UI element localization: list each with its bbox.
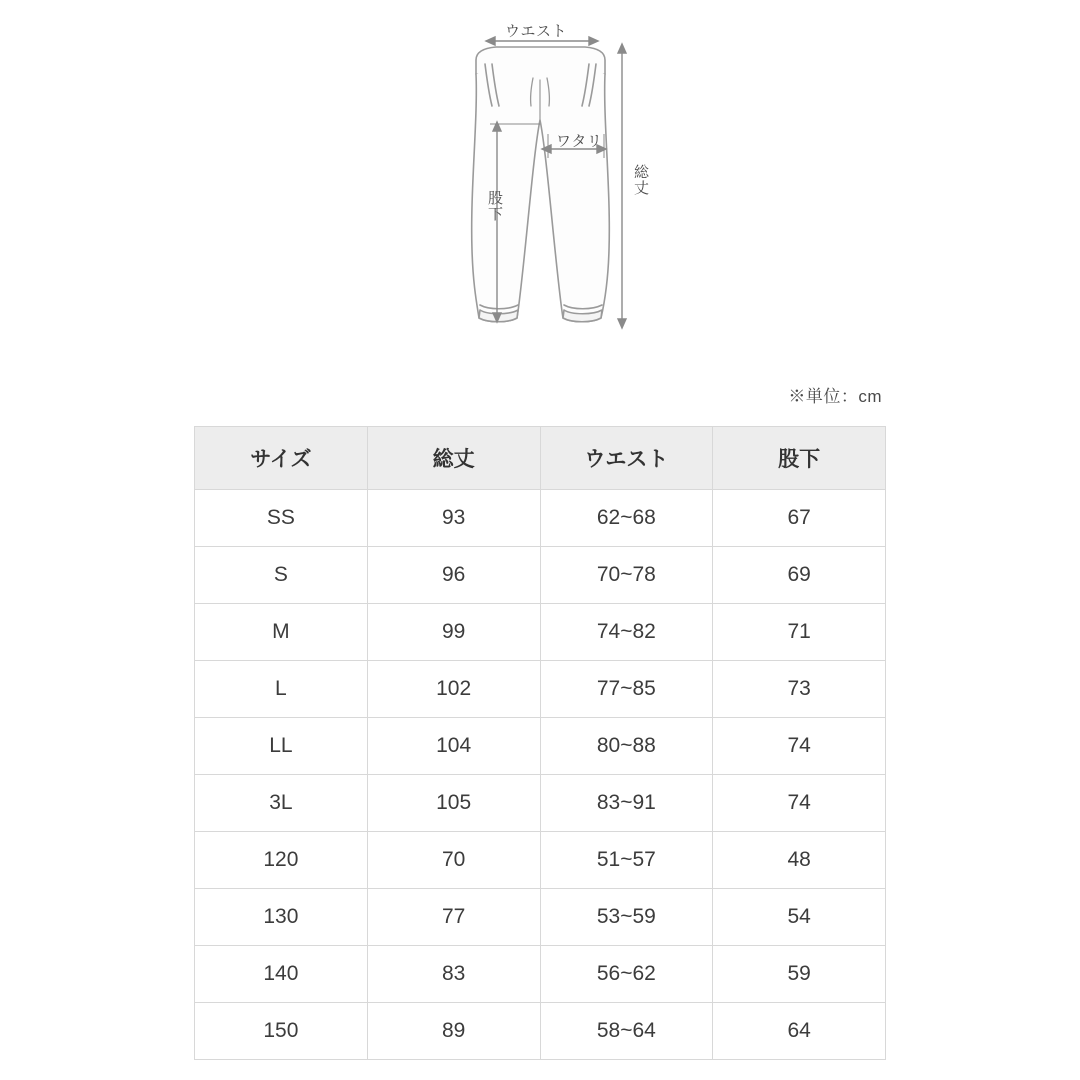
table-row [195, 889, 886, 946]
table-cell: 83 [367, 946, 540, 1003]
table-cell: SS [195, 490, 368, 547]
table-cell: 62~68 [540, 490, 713, 547]
table-cell: 64 [713, 1003, 886, 1060]
pants-illustration [0, 0, 1080, 370]
table-cell: 150 [195, 1003, 368, 1060]
table-cell: S [195, 547, 368, 604]
table-cell: L [195, 661, 368, 718]
table-cell: 69 [713, 547, 886, 604]
table-cell: 74 [713, 718, 886, 775]
table-cell: 53~59 [540, 889, 713, 946]
table-header-cell: 股下 [713, 427, 886, 490]
table-cell: 77~85 [540, 661, 713, 718]
table-cell: 105 [367, 775, 540, 832]
table-cell: 74 [713, 775, 886, 832]
table-cell: 51~57 [540, 832, 713, 889]
table-cell: 3L [195, 775, 368, 832]
size-table [194, 426, 886, 1060]
diagram-label-total-length: 総丈 [632, 164, 649, 196]
table-cell: 70~78 [540, 547, 713, 604]
table-cell: 83~91 [540, 775, 713, 832]
table-row [195, 775, 886, 832]
table-cell: 99 [367, 604, 540, 661]
table-row [195, 832, 886, 889]
table-cell: 120 [195, 832, 368, 889]
table-cell: 48 [713, 832, 886, 889]
table-body [195, 490, 886, 1060]
table-header-cell: ウエスト [540, 427, 713, 490]
table-cell: 130 [195, 889, 368, 946]
table-cell: 70 [367, 832, 540, 889]
diagram-label-watari: ワタリ [556, 133, 603, 150]
table-cell: 93 [367, 490, 540, 547]
table-cell: 73 [713, 661, 886, 718]
table-row [195, 547, 886, 604]
table-row [195, 718, 886, 775]
table-cell: 58~64 [540, 1003, 713, 1060]
table-header-cell: 総丈 [367, 427, 540, 490]
table-row [195, 490, 886, 547]
diagram-label-waist: ウエスト [505, 23, 568, 40]
table-cell: 89 [367, 1003, 540, 1060]
size-table-wrapper [194, 426, 886, 1060]
measurement-diagram [0, 0, 1080, 370]
table-row [195, 604, 886, 661]
table-cell: M [195, 604, 368, 661]
table-cell: LL [195, 718, 368, 775]
table-cell: 96 [367, 547, 540, 604]
table-cell: 77 [367, 889, 540, 946]
table-row [195, 946, 886, 1003]
table-cell: 104 [367, 718, 540, 775]
table-cell: 54 [713, 889, 886, 946]
table-header-cell: サイズ [195, 427, 368, 490]
table-cell: 67 [713, 490, 886, 547]
table-cell: 102 [367, 661, 540, 718]
table-row [195, 1003, 886, 1060]
table-cell: 140 [195, 946, 368, 1003]
table-cell: 74~82 [540, 604, 713, 661]
table-header-row [195, 427, 886, 490]
table-cell: 56~62 [540, 946, 713, 1003]
table-cell: 71 [713, 604, 886, 661]
table-row [195, 661, 886, 718]
table-cell: 59 [713, 946, 886, 1003]
diagram-label-inseam: 股下 [486, 190, 503, 222]
table-cell: 80~88 [540, 718, 713, 775]
unit-note: ※単位：cm [788, 387, 882, 406]
